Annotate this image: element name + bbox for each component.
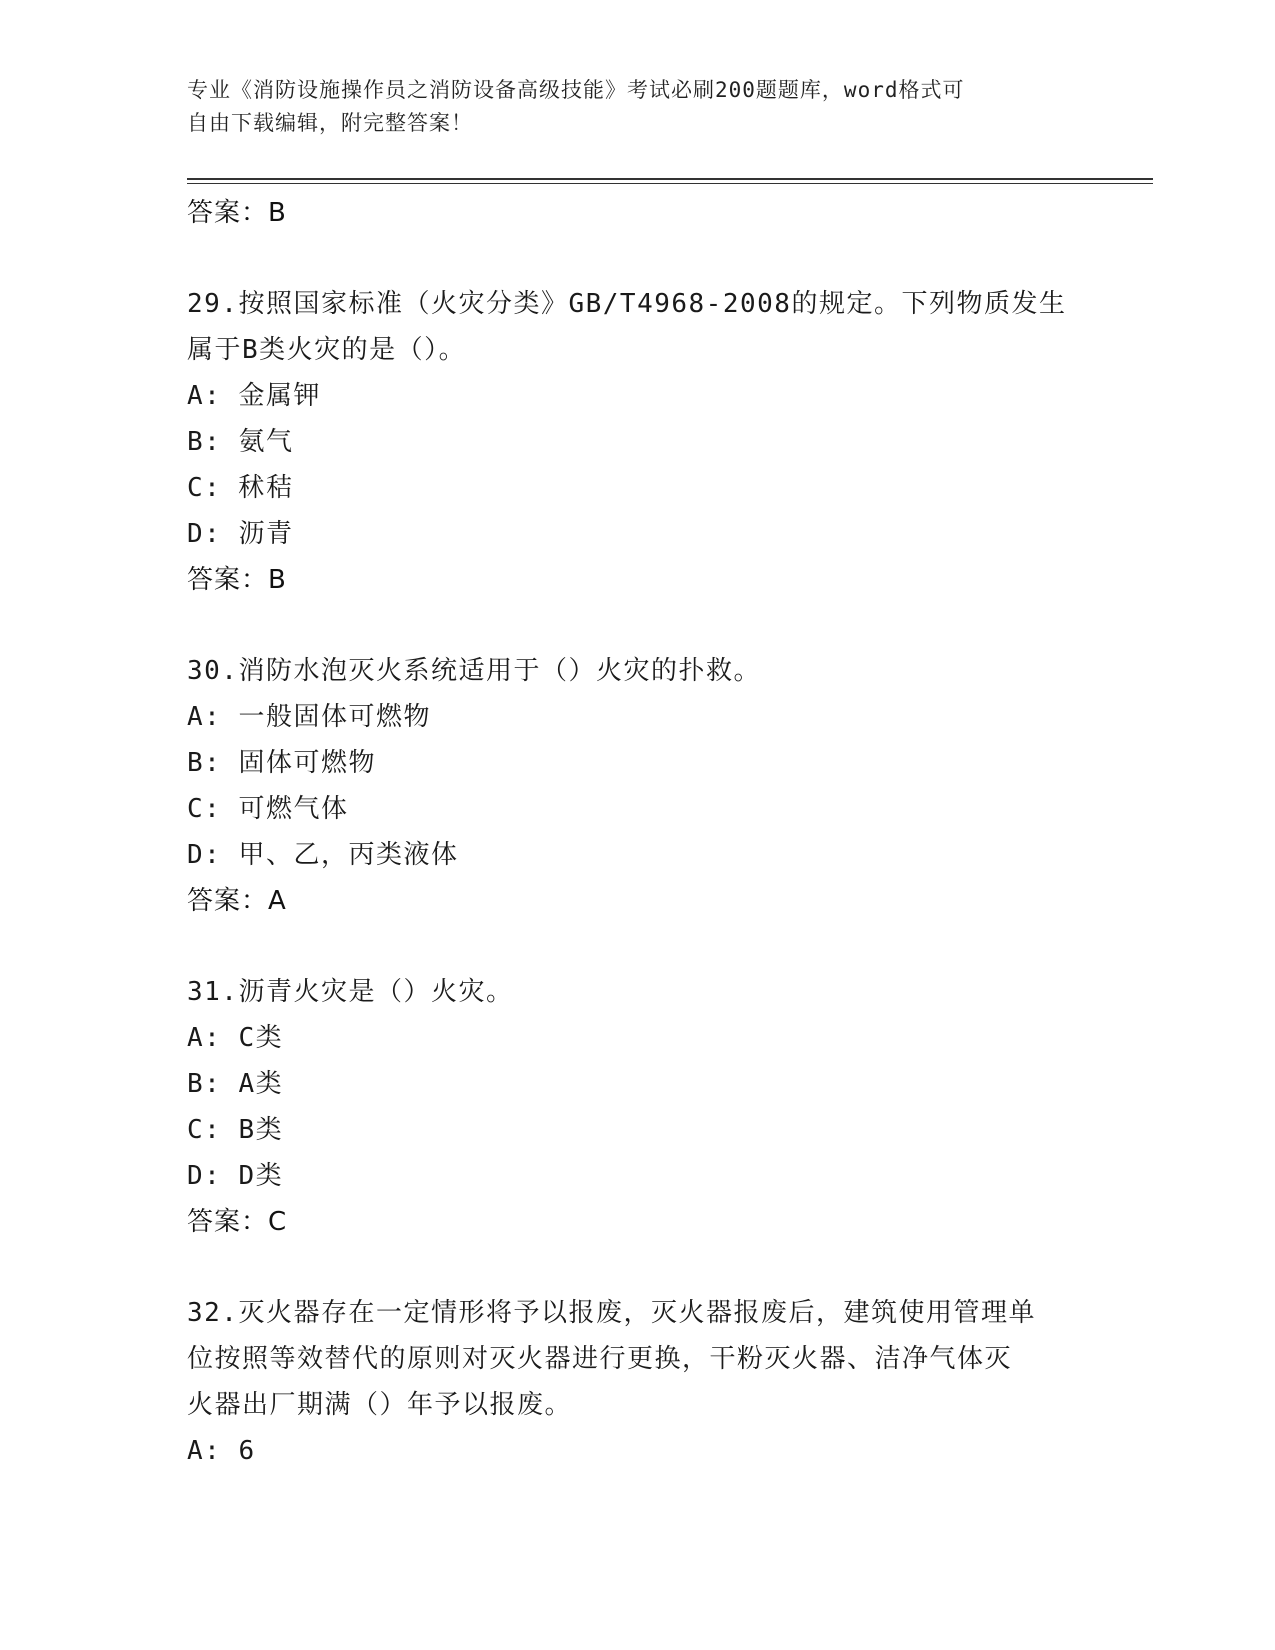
answer-line: 答案：C [187, 1207, 288, 1237]
option-a: A: 6 [187, 1436, 256, 1466]
option-b: B: 固体可燃物 [187, 748, 376, 778]
option-c: C: 秫秸 [187, 473, 294, 503]
question-stem: 属于B类火灾的是（）。 [187, 335, 467, 365]
spacer [187, 1245, 1087, 1290]
option-a: A: 金属钾 [187, 381, 321, 411]
question-30 [187, 648, 1087, 924]
answer-line: 答案：B [187, 198, 287, 228]
option-b: B: A类 [187, 1069, 284, 1099]
option-d: D: 沥青 [187, 519, 294, 549]
option-b: B: 氨气 [187, 427, 294, 457]
option-a: A: 一般固体可燃物 [187, 702, 431, 732]
option-a: A: C类 [187, 1023, 284, 1053]
question-stem: 位按照等效替代的原则对灭火器进行更换，干粉灭火器、洁净气体灭 [187, 1344, 1013, 1374]
answer-line: 答案：B [187, 565, 287, 595]
spacer [187, 603, 1087, 648]
question-stem: 32.灭火器存在一定情形将予以报废，灭火器报废后，建筑使用管理单 [187, 1298, 1036, 1328]
question-list [187, 190, 1087, 1474]
header-line-1: 专业《消防设施操作员之消防设备高级技能》考试必刷200题题库，word格式可 [187, 78, 965, 102]
option-c: C: B类 [187, 1115, 284, 1145]
option-d: D: D类 [187, 1161, 284, 1191]
header-rule-thick [187, 178, 1153, 180]
option-c: C: 可燃气体 [187, 794, 349, 824]
question-stem: 火器出厂期满（）年予以报废。 [187, 1390, 573, 1420]
header-line-2: 自由下载编辑，附完整答案！ [187, 111, 473, 135]
question-29 [187, 281, 1087, 603]
question-stem: 30.消防水泡灭火系统适用于（）火灾的扑救。 [187, 656, 761, 686]
question-stem: 29.按照国家标准（火灾分类》GB/T4968-2008的规定。下列物质发生 [187, 289, 1067, 319]
question-32 [187, 1290, 1087, 1474]
question-31 [187, 969, 1087, 1245]
document-header [187, 74, 1067, 140]
spacer [187, 924, 1087, 969]
question-stem: 31.沥青火灾是（）火灾。 [187, 977, 514, 1007]
answer-line: 答案：A [187, 886, 287, 916]
option-d: D: 甲、乙，丙类液体 [187, 840, 459, 870]
spacer [187, 236, 1087, 281]
header-rule-thin [187, 183, 1153, 184]
